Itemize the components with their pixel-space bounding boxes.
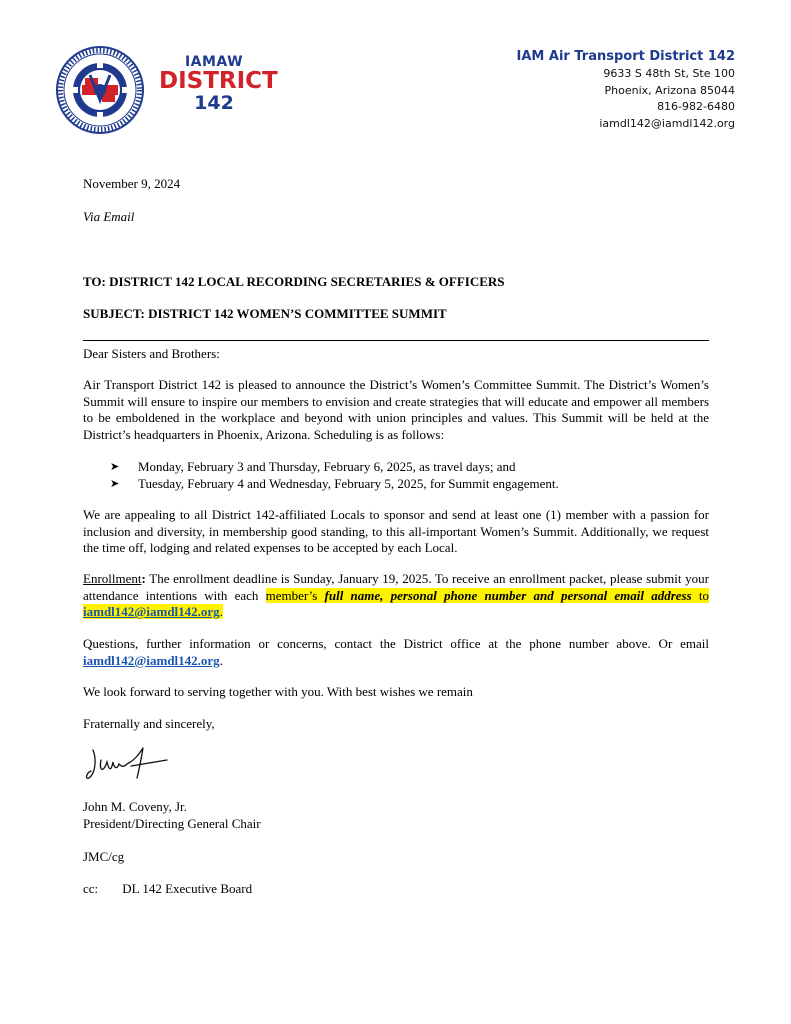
- logo-district-text: DISTRICT: [159, 68, 278, 94]
- enrollment-text: The enrollment deadline is Sunday, January 19, 2025. To receive an enrollment packet, please submit your attendance intentions with each: [83, 571, 709, 603]
- questions-end: .: [219, 652, 223, 668]
- enrollment-label: Enrollment: [83, 571, 142, 586]
- contact-block: [517, 48, 735, 132]
- contact-email: iamdl142@iamdl142.org: [599, 116, 735, 130]
- cc-label: cc:: [83, 881, 99, 896]
- logo-wordmark: [159, 54, 278, 114]
- enrollment-colon: :: [141, 571, 146, 586]
- initials: JMC/cg: [83, 849, 125, 864]
- enrollment-paragraph: [83, 571, 709, 621]
- organization-name: IAM Air Transport District 142: [516, 49, 735, 64]
- appeal-paragraph: We are appealing to all District 142-affiliated Locals to sponsor and send at least one (1) member with a passion for inclusion and diversity, in membership good standing, to this all-important Women’s Summit. Additionally, we request the time off, lodging and related expenses to be accepted by each Local.: [83, 507, 709, 555]
- list-item: [110, 476, 559, 493]
- cc-recipient: DL 142 Executive Board: [122, 881, 253, 896]
- questions-text: Questions, further information or concerns, contact the District office at the phone number above. Or email: [83, 636, 709, 651]
- iam-seal-icon: [55, 45, 145, 135]
- enrollment-email-link[interactable]: iamdl142@iamdl142.org: [83, 604, 220, 619]
- greeting: Dear Sisters and Brothers:: [83, 346, 220, 361]
- signer-title: President/Directing General Chair: [83, 816, 261, 831]
- logo-number-text: 142: [194, 92, 234, 114]
- closing-salutation: Fraternally and sincerely,: [83, 716, 215, 731]
- handwritten-signature: [83, 740, 183, 785]
- list-item: [110, 459, 559, 476]
- delivery-method: Via Email: [83, 209, 135, 224]
- schedule-summit-days: Tuesday, February 4 and Wednesday, February 5, 2025, for Summit engagement.: [138, 475, 559, 491]
- iamaw-logo: [55, 45, 278, 135]
- letter-date: November 9, 2024: [83, 176, 181, 191]
- signer-name: John M. Coveny, Jr.: [83, 799, 187, 814]
- address-line-1: 9633 S 48th St, Ste 100: [603, 67, 735, 80]
- address-line-2: Phoenix, Arizona 85044: [604, 83, 735, 97]
- intro-paragraph: Air Transport District 142 is pleased to announce the District’s Women’s Committee Summit. The District’s Women’s Summit will ensure to inspire our members to envision and create strategies that will educate and empower all members to be emboldened in the workplace and beyond with union principles and values. This Summit will be held at the District’s headquarters in Phoenix, Arizona. Scheduling is as follows:: [83, 377, 709, 442]
- phone-number: 816-982-6480: [657, 100, 735, 113]
- questions-email-link[interactable]: iamdl142@iamdl142.org: [83, 652, 220, 668]
- highlight-required-info: full name, personal phone number and personal email address: [324, 587, 692, 603]
- schedule-list: [110, 459, 559, 492]
- subject-line: SUBJECT: DISTRICT 142 WOMEN’S COMMITTEE SUMMIT: [83, 306, 447, 321]
- logo-iamaw-text: IAMAW: [184, 54, 244, 70]
- highlight-members: member’s: [265, 587, 325, 603]
- schedule-travel-days: Monday, February 3 and Thursday, February 6, 2025, as travel days; and: [138, 459, 516, 474]
- cc-line: [83, 881, 709, 898]
- closing-paragraph: We look forward to serving together with you. With best wishes we remain: [83, 684, 473, 699]
- enrollment-end: .: [219, 604, 223, 619]
- arrow-bullet-icon: ➤: [110, 461, 120, 473]
- arrow-bullet-icon: ➤: [110, 477, 120, 490]
- highlight-to: to: [691, 587, 709, 603]
- recipient-line: TO: DISTRICT 142 LOCAL RECORDING SECRETARIES & OFFICERS: [83, 274, 505, 289]
- divider-line: [83, 340, 709, 341]
- questions-paragraph: [83, 636, 709, 669]
